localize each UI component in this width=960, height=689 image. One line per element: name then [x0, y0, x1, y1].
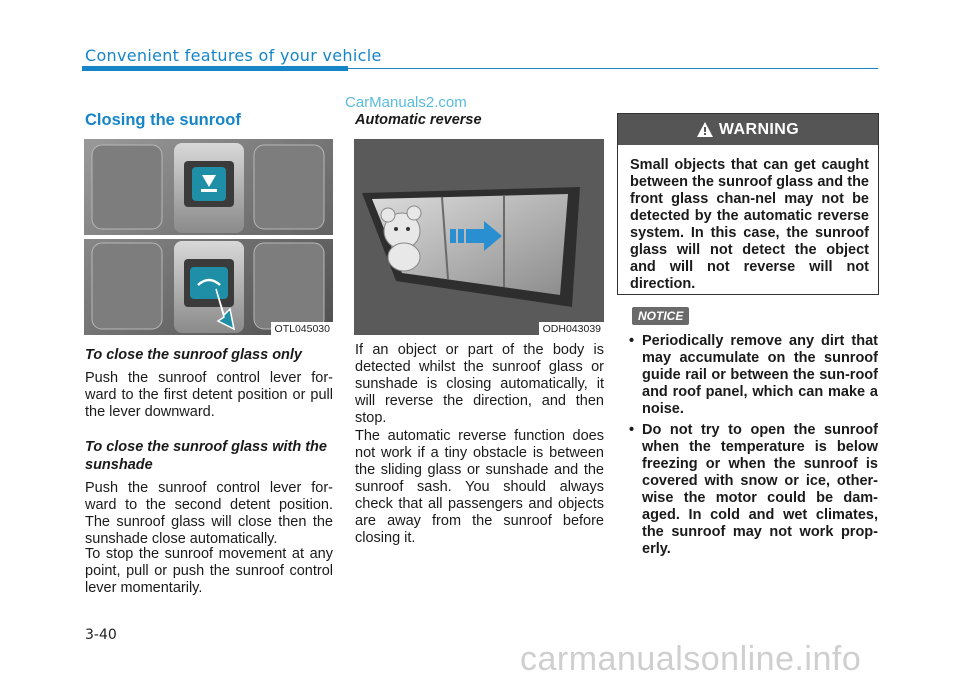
notice-badge: NOTICE: [632, 307, 689, 325]
paragraph-with-sunshade: Push the sunroof control lever for-ward to the second detent position. The sunroof glass will close then the sunshade close automatically.: [85, 480, 333, 547]
image-code: OTL045030: [271, 322, 333, 335]
subheading-glass-only: To close the sunroof glass only: [85, 347, 302, 363]
paragraph-glass-only: Push the sunroof control lever for-ward to the first detent position or pull the lever downward.: [85, 370, 333, 420]
list-item: [617, 422, 878, 558]
image-code: ODH043039: [539, 322, 604, 335]
header-accent-bar: [82, 66, 348, 71]
notice-text: Periodically remove any dirt that may accumulate on the sunroof guide rail or between the sun-roof and roof panel, which can make a noise.: [642, 333, 878, 417]
warning-box: [617, 113, 879, 295]
paragraph-auto-reverse-2: The automatic reverse function does not work if a tiny obstacle is between the sliding glass or sunshade and the sunroof sash. You should always check that all passengers and objects are away from the sunroof before closing it.: [355, 428, 604, 546]
sunroof-lever-illustration: [84, 139, 333, 335]
notice-text: Do not try to open the sunroof when the temperature is below freezing or when the sunroof is covered with snow or ice, other-wise the motor could be dam-aged. In cold and wet climates, the sunroof may not work prop-erly.: [642, 422, 878, 557]
list-item: [617, 333, 878, 418]
watermark-top[interactable]: CarManuals2.com: [345, 94, 467, 111]
footer-watermark[interactable]: carmanualsonline.info: [520, 640, 862, 678]
subheading-with-sunshade: To close the sunroof glass with the sunshade: [85, 439, 327, 473]
auto-reverse-photo: [354, 139, 604, 335]
warning-text: Small objects that can get caught between the sunroof glass and the front glass chan-nel may not be detected by the automatic reverse system. In this case, the sunroof glass will not detect the object and will not reverse will not direction.: [630, 157, 869, 292]
warning-triangle-icon: [697, 122, 713, 137]
header-divider: [348, 68, 878, 69]
bullet-icon: •: [629, 422, 635, 438]
warning-title: WARNING: [718, 120, 800, 138]
page-heading: Closing the sunroof: [85, 111, 241, 129]
bullet-icon: •: [629, 333, 635, 349]
notice-list: [617, 333, 878, 562]
warning-header: [618, 114, 878, 145]
paragraph-auto-reverse-1: If an object or part of the body is detected whilst the sunroof glass or sunshade is closing automatically, it will reverse the direction, and then stop.: [355, 342, 604, 426]
page-number: 3-40: [85, 627, 117, 643]
paragraph-stop-movement: To stop the sunroof movement at any point, pull or push the sunroof control lever momentarily.: [85, 546, 333, 596]
subheading-automatic-reverse: Automatic reverse: [355, 112, 482, 128]
auto-reverse-illustration: [354, 139, 604, 335]
sunroof-lever-photo: [84, 139, 333, 335]
section-title: Convenient features of your vehicle: [85, 46, 382, 65]
